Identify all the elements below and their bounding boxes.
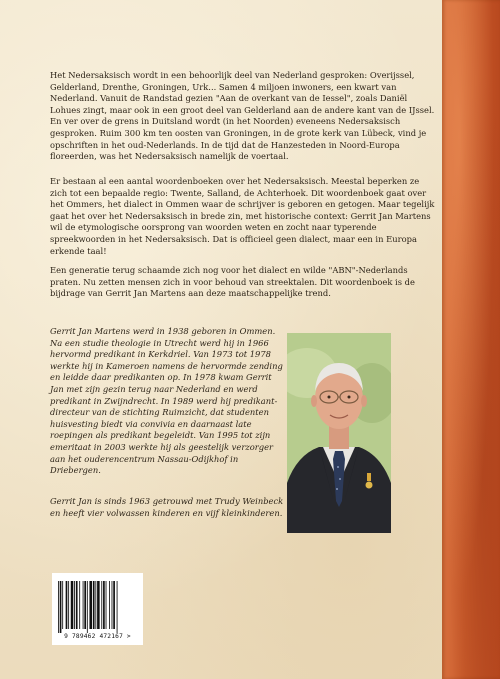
barcode-bars — [52, 573, 143, 633]
barcode-bar — [66, 581, 68, 629]
barcode-bar — [117, 581, 118, 633]
barcode-bar — [60, 581, 62, 633]
barcode-bar — [68, 581, 69, 629]
barcode-bar — [113, 581, 115, 629]
barcode-bar — [76, 581, 78, 629]
barcode-bar — [79, 581, 80, 629]
barcode-bar — [112, 581, 113, 629]
intro-paragraph: Het Nedersaksisch wordt in een behoorlijk deel van Nederland gesproken: Overijssel, Gelderland, Drenthe, Groningen, Urk... Samen 4 miljoen inwoners, een kwart van Nederland. Vanuit de Randstad gezien "Aan de overkant van de Iessel", zoals Daniël Lohues zingt, maar ook in een groot deel van Gelderland aan de andere kant van de IJssel. En ver over de grens in Duitsland wordt (in het Noorden) eveneens Nedersaksisch gesproken. Ruim 300 km ten oosten van Groningen, in de grote kerk van Lübeck, vind je opschriften in het oud-Nederlands. In de tijd dat de Hanzesteden in Noord-Europa floreerden, was het Nedersaksisch namelijk de voertaal. — [50, 70, 435, 162]
barcode-bar — [83, 581, 84, 629]
author-family: Gerrit Jan is sinds 1963 getrouwd met Trudy Weinbeck en heeft vier volwassen kinderen en vijf kleinkinderen. — [50, 496, 284, 518]
barcode-bar — [93, 581, 95, 629]
barcode-bar — [89, 581, 92, 629]
author-portrait-illustration — [287, 333, 391, 533]
dictionary-paragraph: Er bestaan al een aantal woordenboeken over het Nedersaksisch. Meestal beperken ze zich tot een bepaalde regio: Twente, Salland, de Achterhoek. Dit woordenboek gaat over het Ommers, het dialect in Ommen waar de schrijver is geboren en getogen. Maar tegelijk gaat het over het Nedersaksisch in brede zin, met historische context: Gerrit Jan Martens wil de etymologische oorsprong van woorden weten en zocht naar typerende spreekwoorden in het Nedersaksisch. Dat is officieel geen dialect, maar een in Europa erkende taal! — [50, 176, 435, 256]
barcode-bar — [97, 581, 100, 629]
barcode-bar — [74, 581, 75, 629]
author-photo — [287, 333, 391, 533]
barcode-bar — [84, 581, 86, 629]
barcode-bar — [109, 581, 110, 629]
cover-spine-edge — [442, 0, 500, 679]
barcode-bar — [101, 581, 102, 629]
barcode-bar — [103, 581, 105, 629]
generation-paragraph: Een generatie terug schaamde zich nog voor het dialect en wilde "ABN"-Nederlands praten. Nu zetten mensen zich in voor behoud van streektalen. Dit woordenboek is de bijdrage van Gerrit Jan Martens aan deze maatschappelijke trend. — [50, 265, 415, 299]
barcode-bar — [87, 581, 88, 633]
barcode-bar — [62, 581, 63, 629]
isbn-barcode — [52, 573, 143, 645]
author-bio: Gerrit Jan Martens werd in 1938 geboren in Ommen. Na een studie theologie in Utrecht werd hij in 1966 hervormd predikant in Kerkdriel. Van 1973 tot 1978 werkte hij in Kameroen namens de hervormde zending en leidde daar predikanten op. In 1978 kwam Gerrit Jan met zijn gezin terug naar Nederland en werd predikant in Zwijndrecht. In 1989 werd hij predikant-directeur van de stichting Ruimzicht, dat studenten huisvesting biedt via convivia en daarnaast late roepingen als predikant begeleidt. Van 1995 tot zijn emeritaat in 2003 werkte hij als geestelijk verzorger aan het ouderencentrum Nassau-Odijkhof in Driebergen. — [50, 326, 283, 476]
barcode-digits: 9 789462 472167 > — [64, 633, 131, 640]
barcode-bar — [71, 581, 74, 629]
barcode-bar — [95, 581, 96, 629]
barcode-bar — [106, 581, 107, 629]
barcode-bar — [58, 581, 59, 633]
